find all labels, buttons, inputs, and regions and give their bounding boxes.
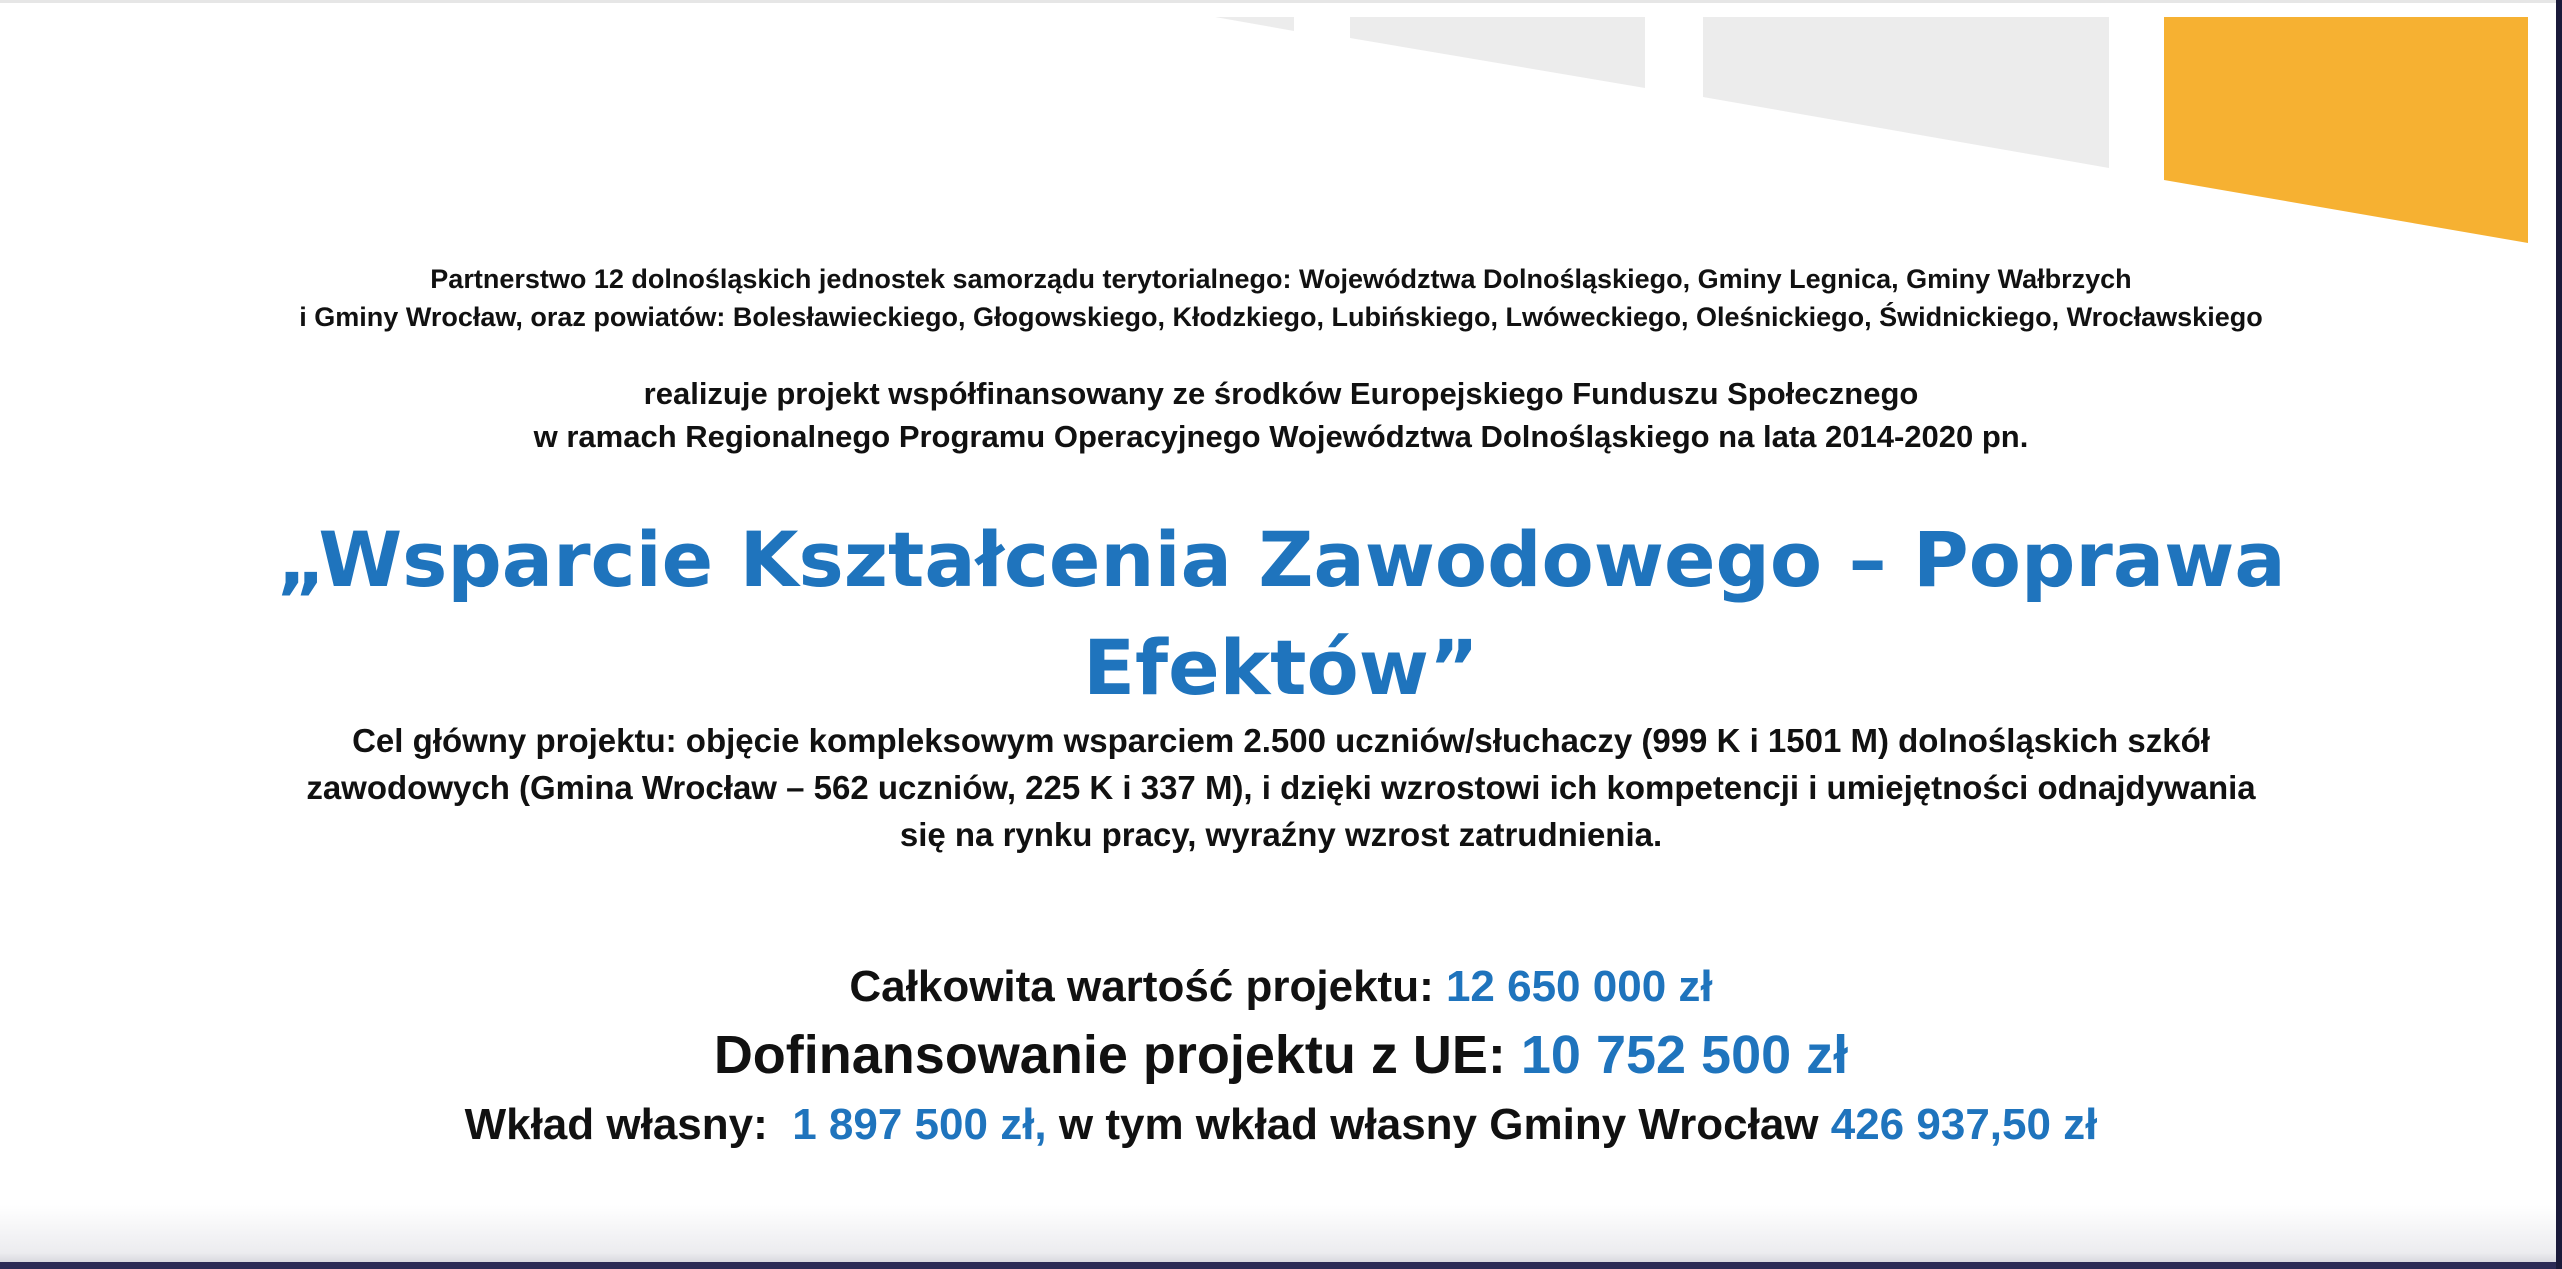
own-contribution-amount: 1 897 500 zł,	[792, 1100, 1047, 1149]
project-title-line-1: „Wsparcie Kształcenia Zawodowego – Poprawa	[276, 515, 2286, 604]
partners-line-2: i Gminy Wrocław, oraz powiatów: Bolesławieckiego, Głogowskiego, Kłodzkiego, Lubińskiego, Lwóweckiego, Oleśnickiego, Świdnickiego, Wrocławskiego	[299, 302, 2263, 332]
own-contribution-line	[0, 1095, 2562, 1155]
own-contribution-city-label: w tym wkład własny Gminy Wrocław	[1046, 1100, 1831, 1149]
eu-funding-amount: 10 752 500 zł	[1520, 1025, 1849, 1085]
project-goal	[0, 717, 2562, 858]
partners-text	[0, 260, 2562, 336]
eu-funding-label: Dofinansowanie projektu z UE:	[713, 1025, 1521, 1085]
bottom-edge-bar	[0, 1262, 2562, 1269]
decor-gray-stripe-3	[1703, 17, 2109, 168]
total-value-line	[0, 957, 2562, 1017]
decor-gray-stripe-1	[1215, 17, 1294, 31]
total-value-label: Całkowita wartość projektu:	[849, 962, 1446, 1011]
project-title-line-2: Efektów”	[1083, 623, 1479, 712]
decor-gray-stripe-2	[1350, 17, 1645, 88]
own-contribution-city-amount: 426 937,50 zł	[1830, 1100, 2098, 1149]
project-title	[0, 506, 2562, 722]
project-goal-line-3: się na rynku pracy, wyraźny wzrost zatrudnienia.	[899, 816, 1663, 853]
partners-line-1: Partnerstwo 12 dolnośląskich jednostek samorządu terytorialnego: Województwa Dolnośląskiego, Gminy Legnica, Gminy Wałbrzych	[430, 264, 2132, 294]
bottom-shadow	[0, 1205, 2562, 1269]
project-goal-line-1: Cel główny projektu: objęcie kompleksowym wsparciem 2.500 uczniów/słuchaczy (999 K i 1501 M) dolnośląskich szkół	[352, 722, 2210, 759]
total-value-amount: 12 650 000 zł	[1445, 962, 1713, 1011]
project-goal-line-2: zawodowych (Gmina Wrocław – 562 uczniów, 225 K i 337 M), i dzięki wzrostowi ich kompetencji i umiejętności odnajdywania	[306, 769, 2256, 806]
decor-orange-block	[2164, 17, 2528, 243]
right-edge-bar	[2556, 0, 2562, 1269]
own-contribution-label: Wkład własny:	[464, 1100, 793, 1149]
intro-line-1: realizuje projekt współfinansowany ze środków Europejskiego Funduszu Społecznego	[643, 376, 1919, 411]
intro-text	[0, 372, 2562, 458]
eu-funding-line	[0, 1020, 2562, 1090]
intro-line-2: w ramach Regionalnego Programu Operacyjnego Województwa Dolnośląskiego na lata 2014-2020 pn.	[533, 419, 2029, 454]
